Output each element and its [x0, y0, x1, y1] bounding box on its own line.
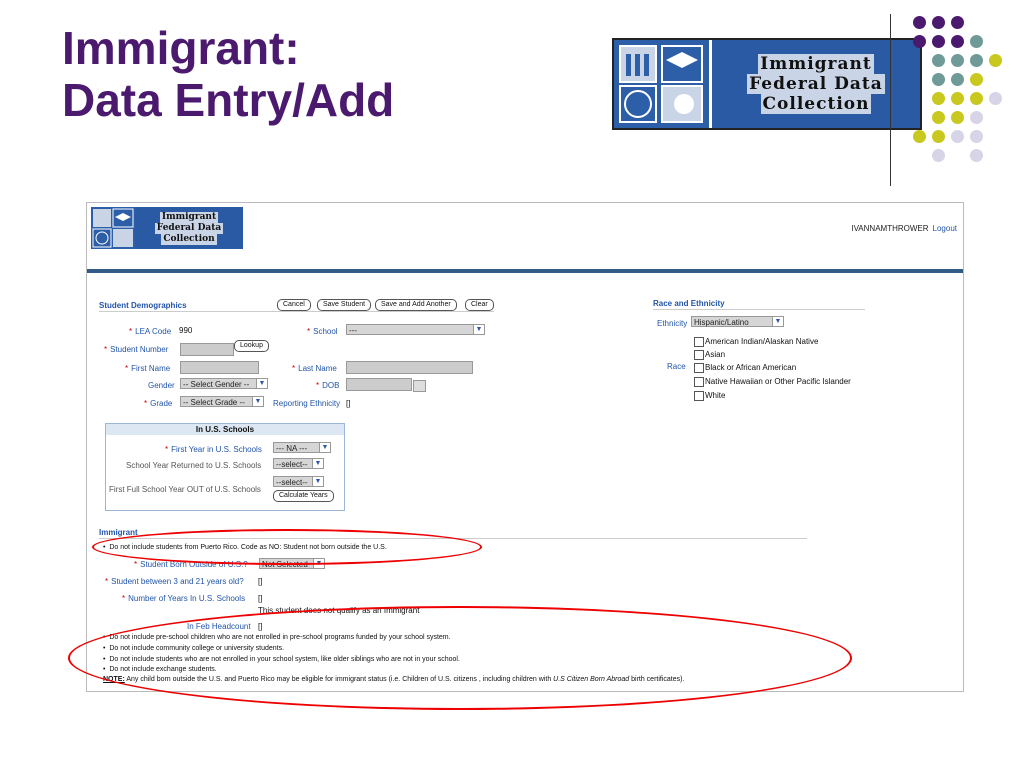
dob-label: * DOB: [316, 381, 340, 390]
us-schools-heading: In U.S. Schools: [106, 424, 344, 435]
dot: [932, 92, 945, 105]
note-item: • Do not include community college or university students.: [103, 645, 285, 652]
dot: [951, 35, 964, 48]
dot: [951, 73, 964, 86]
years-label: * Number of Years In U.S. Schools: [122, 594, 246, 603]
chevron-down-icon: ▼: [772, 317, 783, 326]
ethnicity-select[interactable]: Hispanic/Latino ▼: [691, 316, 784, 327]
dot: [989, 54, 1002, 67]
age-label: * Student between 3 and 21 years old?: [105, 577, 244, 586]
born-outside-label: * Student Born Outside of U.S.?: [134, 560, 248, 569]
dob-input[interactable]: [346, 378, 412, 391]
dot: [970, 73, 983, 86]
gender-label: Gender: [148, 381, 175, 390]
dot: [951, 130, 964, 143]
dot: [951, 92, 964, 105]
highlight-ellipse-top: [92, 529, 482, 565]
student-number-input[interactable]: [180, 343, 234, 356]
dot: [970, 92, 983, 105]
race-option-asian: Asian: [705, 350, 726, 359]
dot: [989, 92, 1002, 105]
last-name-label: * Last Name: [292, 364, 337, 373]
reporting-ethnicity-label: Reporting Ethnicity: [273, 399, 341, 408]
logout-link[interactable]: Logout: [932, 224, 957, 233]
highlight-ellipse-bottom: [68, 606, 852, 710]
first-year-label: * First Year in U.S. Schools: [165, 445, 262, 454]
lea-code-label: * LEA Code: [129, 327, 172, 336]
race-checkbox-white[interactable]: [694, 391, 704, 401]
logo-emblem-icon: [614, 40, 709, 128]
race-checkbox-american-indian[interactable]: [694, 337, 704, 347]
divider: [653, 309, 865, 310]
dot: [970, 130, 983, 143]
dot: [951, 111, 964, 124]
header-bar: [87, 269, 963, 273]
slide-title-line1: Immigrant:: [62, 22, 300, 74]
program-logo: [612, 38, 922, 130]
lookup-button[interactable]: Lookup: [234, 340, 269, 352]
chevron-down-icon: ▼: [312, 477, 323, 486]
app-header: [87, 203, 963, 265]
chevron-down-icon: ▼: [312, 459, 323, 468]
slide-title-line2: Data Entry/Add: [62, 74, 395, 126]
app-logo-emblem-icon: [91, 207, 135, 249]
year-returned-select[interactable]: --select-- ▼: [273, 458, 324, 469]
note-eligibility: NOTE: Any child born outside the U.S. and Puerto Rico may be eligible for immigrant status (i.e. Children of U.S. citizens , including children with U.S Citizen Born Abroad birth certificates).: [103, 676, 685, 683]
feb-headcount-label: In Feb Headcount: [187, 622, 251, 631]
school-select[interactable]: --- ▼: [346, 324, 485, 335]
dot: [913, 16, 926, 29]
years-value: []: [258, 594, 263, 603]
logo-text: [709, 40, 920, 128]
dot: [932, 35, 945, 48]
dot: [970, 111, 983, 124]
ethnicity-label: Ethnicity: [657, 319, 688, 328]
clear-button[interactable]: Clear: [465, 299, 494, 311]
username: IVANNAMTHROWER: [851, 224, 929, 233]
student-number-label: * Student Number: [104, 345, 169, 354]
app-logo-line1: Immigrant: [161, 211, 217, 222]
dot: [970, 35, 983, 48]
grade-label: * Grade: [144, 399, 173, 408]
logo-line2: Federal Data: [749, 74, 883, 94]
chevron-down-icon: ▼: [319, 443, 330, 452]
dot: [932, 73, 945, 86]
demographics-heading: Student Demographics: [99, 301, 187, 310]
race-label: Race: [667, 362, 686, 371]
last-name-input[interactable]: [346, 361, 473, 374]
year-returned-label: School Year Returned to U.S. Schools: [126, 461, 262, 470]
dot: [932, 54, 945, 67]
immigrant-heading: Immigrant: [99, 528, 138, 537]
dot: [970, 54, 983, 67]
dot: [951, 16, 964, 29]
race-option-white: White: [705, 391, 726, 400]
born-outside-select[interactable]: Not Selected ▼: [259, 558, 325, 569]
app-logo: [91, 207, 243, 249]
dot: [932, 111, 945, 124]
calculate-years-button[interactable]: Calculate Years: [273, 490, 334, 502]
dot: [913, 130, 926, 143]
qualify-message: This student does not qualify as an Immigrant: [258, 606, 420, 615]
app-logo-line3: Collection: [163, 233, 215, 244]
note-puerto-rico: • Do not include students from Puerto Rico. Code as NO: Student not born outside the U.S.: [103, 544, 387, 551]
lea-code-value: 990: [179, 326, 193, 335]
save-student-button[interactable]: Save Student: [317, 299, 371, 311]
logo-line3: Collection: [762, 94, 870, 114]
gender-select[interactable]: -- Select Gender -- ▼: [180, 378, 268, 389]
user-area: [851, 224, 957, 233]
race-option-american-indian: American Indian/Alaskan Native: [705, 337, 819, 346]
note-item: • Do not include exchange students.: [103, 666, 217, 673]
decorative-divider: [890, 14, 891, 186]
year-out-select[interactable]: --select-- ▼: [273, 476, 324, 487]
note-item: • Do not include pre-school children who are not enrolled in pre-school programs funded by your school system.: [103, 634, 451, 641]
dot: [970, 149, 983, 162]
feb-headcount-value: []: [258, 622, 263, 631]
dot: [932, 16, 945, 29]
note-item: • Do not include students who are not enrolled in your school system, like older siblings who are not in your school.: [103, 656, 460, 663]
divider: [99, 311, 494, 312]
dot: [951, 54, 964, 67]
chevron-down-icon: ▼: [252, 397, 263, 406]
chevron-down-icon: ▼: [473, 325, 484, 334]
race-option-black: Black or African American: [705, 363, 797, 372]
race-checkbox-asian[interactable]: [694, 350, 704, 360]
dot: [932, 130, 945, 143]
dot: [932, 149, 945, 162]
race-checkbox-pacific-islander[interactable]: [694, 377, 704, 387]
app-logo-line2: Federal Data: [156, 222, 222, 233]
calendar-icon[interactable]: [413, 380, 426, 392]
chevron-down-icon: ▼: [313, 559, 324, 568]
age-value: []: [258, 577, 263, 586]
reporting-ethnicity-value: []: [346, 399, 351, 408]
first-name-label: * First Name: [125, 364, 171, 373]
slide-title: [62, 22, 394, 126]
logo-line1: Immigrant: [760, 54, 872, 74]
first-year-select[interactable]: --- NA --- ▼: [273, 442, 331, 453]
cancel-button[interactable]: Cancel: [277, 299, 311, 311]
dot: [913, 35, 926, 48]
year-out-label: First Full School Year OUT of U.S. Schools: [109, 485, 261, 494]
first-name-input[interactable]: [180, 361, 259, 374]
school-label: * School: [307, 327, 338, 336]
race-ethnicity-heading: Race and Ethnicity: [653, 299, 725, 308]
race-option-pacific-islander: Native Hawaiian or Other Pacific Islander: [705, 377, 851, 386]
grade-select[interactable]: -- Select Grade -- ▼: [180, 396, 264, 407]
app-logo-text: [135, 207, 243, 249]
chevron-down-icon: ▼: [256, 379, 267, 388]
save-and-add-another-button[interactable]: Save and Add Another: [375, 299, 457, 311]
race-checkbox-black[interactable]: [694, 363, 704, 373]
